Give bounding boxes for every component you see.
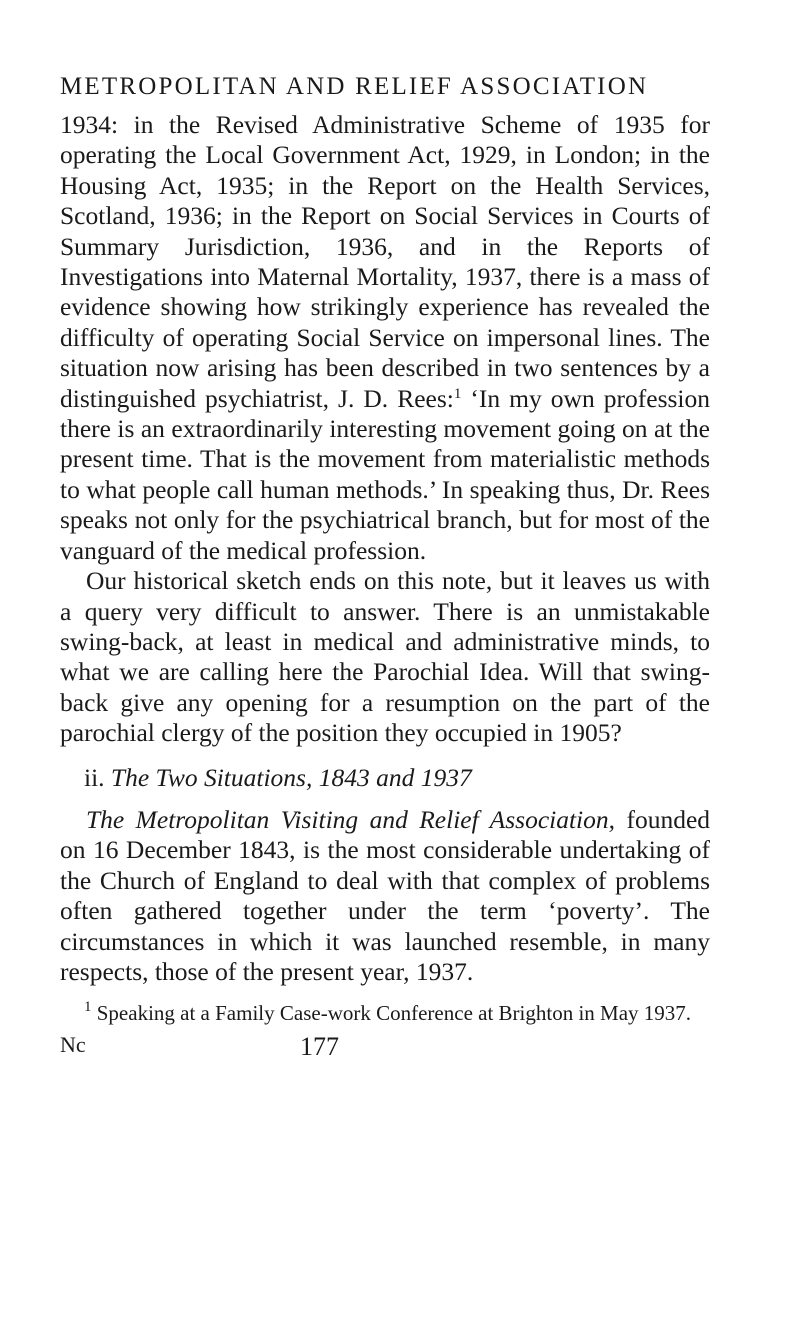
association-name: The Metropolitan Visiting and Relief Association, — [86, 804, 616, 834]
running-head: METROPOLITAN AND RELIEF ASSOCIATION — [60, 73, 649, 100]
page-footer — [60, 1030, 710, 1064]
section-number: ii. — [84, 762, 105, 792]
book-page — [60, 70, 710, 1064]
page-number: 177 — [300, 1032, 339, 1062]
rees-quote: ‘In my own profession there is an extraordinarily interesting movement going on at the present time. That is the movement from materialistic methods to what people call human methods.’ In speaking thus, Dr. Rees speaks not only for the psychiatrical branch, but for most of the vanguard of the medical profession. — [60, 383, 711, 565]
signature-mark: Nc — [60, 1032, 86, 1058]
footnote-text: Speaking at a Family Case-work Conference at Brighton in May 1937. — [96, 1001, 692, 1026]
section-heading — [84, 763, 710, 793]
section-title: The Two Situations, 1843 and 1937 — [110, 762, 472, 792]
paragraph-1-text: 1934: in the Revised Administrative Scheme of 1935 for operating the Local Government Act, 1929, in London; in the Housing Act, 1935; in the Report on the Health Services, Scotland, 1936; in the Report on Social Services in Courts of Summary Jurisdiction, 1936, and in the Reports of Investigations into Maternal Mortality, 1937, there is a mass of evidence showing how strikingly experience has revealed the difficulty of operating Social Service on impersonal lines. The situation now arising has been described in two sentences by a distinguished psychiatrist, J. D. Rees: — [60, 110, 710, 413]
body-paragraph-3 — [60, 805, 710, 987]
footnote-reference: 1 — [453, 385, 462, 402]
body-paragraph-2: Our historical sketch ends on this note, but it leaves us with a query very difficult to answer. There is an unmistakable swing-back, at least in medical and administrative minds, to what we are calling here the Parochial Idea. Will that swing-back give any opening for a resumption on the part of the parochial clergy of the position they occupied in 1905? — [60, 566, 710, 748]
body-paragraph-1 — [60, 110, 710, 566]
footnote-marker: 1 — [84, 999, 92, 1016]
paragraph-3-text: founded on 16 December 1843, is the most considerable undertaking of the Church of England to deal with that complex of problems often gathered together under the term ‘poverty’. The circumstances in which it was launched resemble, in many respects, those of the present year, 1937. — [60, 804, 711, 986]
footnote — [60, 1001, 710, 1026]
